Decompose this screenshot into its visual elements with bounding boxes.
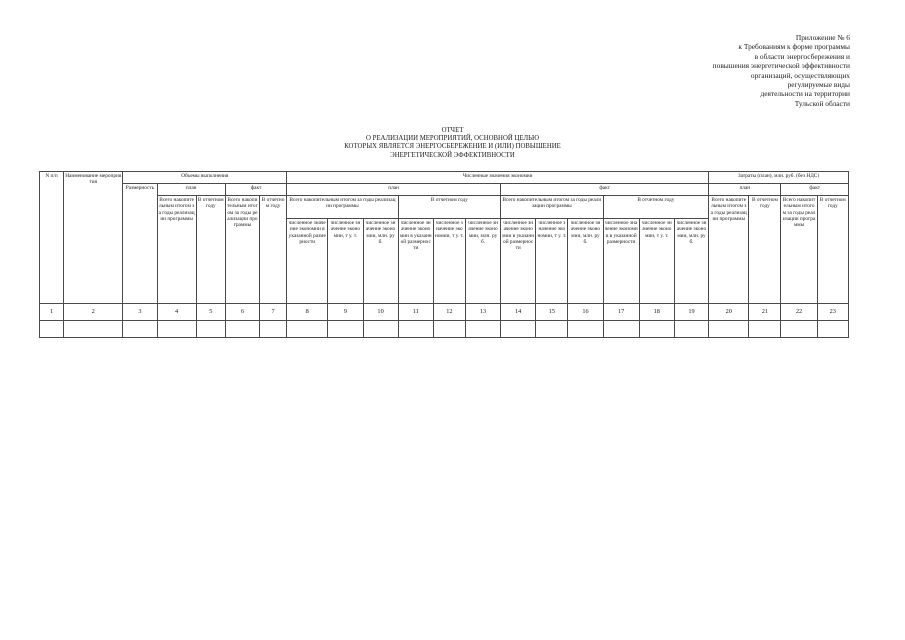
appendix-line: повышения энергетической эффективности bbox=[712, 61, 850, 71]
column-number: 21 bbox=[749, 304, 781, 321]
header-cost-fact: факт bbox=[781, 184, 849, 196]
column-number: 22 bbox=[781, 304, 817, 321]
header-val-dim: численное значение экономии в указанной размерности bbox=[501, 219, 536, 304]
header-sav-plan-year: В отчетном году bbox=[398, 196, 500, 219]
column-number: 14 bbox=[501, 304, 536, 321]
appendix-line: Приложение № 6 bbox=[795, 33, 850, 42]
column-number: 18 bbox=[639, 304, 674, 321]
header-val-tut: численное значение экономии, т у. т. bbox=[328, 219, 363, 304]
header-vol-fact-cum: Всего накопительным итогом за годы реализации программы bbox=[225, 196, 259, 304]
header-val-tut: численное значение экономии, т у. т. bbox=[536, 219, 568, 304]
header-sav-plan-cum: Всего накопительным итогом за годы реализации программы bbox=[287, 196, 399, 219]
column-number: 3 bbox=[123, 304, 157, 321]
title-line: ОТЧЕТ bbox=[441, 127, 464, 134]
empty-cell bbox=[709, 321, 749, 338]
appendix-line: к Требованиям к форме программы bbox=[738, 42, 850, 52]
empty-cell bbox=[123, 321, 157, 338]
header-sav-plan: план bbox=[287, 184, 501, 196]
title-line: О РЕАЛИЗАЦИИ МЕРОПРИЯТИЙ, ОСНОВНОЙ ЦЕЛЬЮ bbox=[366, 135, 539, 143]
column-number: 9 bbox=[328, 304, 363, 321]
empty-cell bbox=[363, 321, 398, 338]
column-number: 23 bbox=[817, 304, 848, 321]
header-row-2 bbox=[40, 184, 849, 196]
column-number-row bbox=[40, 304, 849, 321]
header-vol-plan: план bbox=[157, 184, 225, 196]
column-number: 8 bbox=[287, 304, 328, 321]
empty-cell bbox=[817, 321, 848, 338]
empty-cell bbox=[157, 321, 196, 338]
header-val-dim: численное значение экономии в указанной размерности bbox=[287, 219, 328, 304]
appendix-line: регулируемые виды bbox=[787, 80, 850, 90]
column-number: 10 bbox=[363, 304, 398, 321]
column-number: 11 bbox=[398, 304, 433, 321]
header-val-tut: численное значение экономии, т у. т. bbox=[639, 219, 674, 304]
header-vol-fact-year: В отчетном году bbox=[259, 196, 286, 304]
appendix-line: деятельности на территории bbox=[760, 89, 850, 99]
empty-cell bbox=[259, 321, 286, 338]
appendix-header bbox=[620, 33, 850, 108]
header-sav-fact-year: В отчетном году bbox=[603, 196, 709, 219]
header-np: N п/п bbox=[40, 172, 64, 304]
header-cost-plan: план bbox=[709, 184, 781, 196]
header-row-1 bbox=[40, 172, 849, 184]
empty-cell bbox=[40, 321, 64, 338]
header-cost-fact-year: В отчетном году bbox=[817, 196, 848, 304]
empty-cell bbox=[749, 321, 781, 338]
header-val-rub: численное значение экономии, млн. руб. bbox=[363, 219, 398, 304]
empty-cell bbox=[781, 321, 817, 338]
column-number: 20 bbox=[709, 304, 749, 321]
empty-cell bbox=[674, 321, 708, 338]
empty-cell bbox=[465, 321, 500, 338]
header-costs: Затраты (план), млн. руб. (без НДС) bbox=[709, 172, 849, 184]
header-cost-plan-year: В отчетном году bbox=[749, 196, 781, 304]
header-name: Наименование мероприятия bbox=[64, 172, 123, 304]
column-number: 15 bbox=[536, 304, 568, 321]
header-sav-fact: факт bbox=[501, 184, 709, 196]
title-line: КОТОРЫХ ЯВЛЯЕТСЯ ЭНЕРГОСБЕРЕЖЕНИЕ И (ИЛИ) ПОВЫШЕНИЕ bbox=[344, 143, 561, 151]
column-number: 16 bbox=[568, 304, 603, 321]
empty-data-row bbox=[40, 321, 849, 338]
empty-cell bbox=[398, 321, 433, 338]
column-number: 13 bbox=[465, 304, 500, 321]
column-number: 12 bbox=[433, 304, 465, 321]
empty-cell bbox=[287, 321, 328, 338]
column-number: 4 bbox=[157, 304, 196, 321]
column-number: 7 bbox=[259, 304, 286, 321]
header-cost-fact-cum: Всего накопительным итогом за годы реализации программы bbox=[781, 196, 817, 304]
header-cost-plan-cum: Всего накопительным итогом за годы реализации программы bbox=[709, 196, 749, 304]
column-number: 19 bbox=[674, 304, 708, 321]
empty-cell bbox=[196, 321, 225, 338]
appendix-line: организаций, осуществляющих bbox=[750, 70, 850, 80]
header-val-rub: численное значение экономии, млн. руб. bbox=[568, 219, 603, 304]
empty-cell bbox=[328, 321, 363, 338]
header-val-dim: численное значение экономии в указанной размерности bbox=[603, 219, 639, 304]
appendix-line: Тульской области bbox=[794, 98, 850, 108]
empty-cell bbox=[603, 321, 639, 338]
header-dimension: Размерность bbox=[123, 184, 157, 304]
empty-cell bbox=[639, 321, 674, 338]
title-line: ЭНЕРГЕТИЧЕСКОЙ ЭФФЕКТИВНОСТИ bbox=[390, 151, 515, 159]
column-number: 1 bbox=[40, 304, 64, 321]
header-val-rub: численное значение экономии, млн. руб. bbox=[674, 219, 708, 304]
empty-cell bbox=[225, 321, 259, 338]
empty-cell bbox=[536, 321, 568, 338]
column-number: 5 bbox=[196, 304, 225, 321]
header-val-tut: численное значение экономии, т у. т. bbox=[433, 219, 465, 304]
header-vol-fact: факт bbox=[225, 184, 286, 196]
empty-cell bbox=[64, 321, 123, 338]
appendix-line: в области энергосбережения и bbox=[754, 51, 850, 61]
header-vol-plan-year: В отчетном году bbox=[196, 196, 225, 304]
column-number: 6 bbox=[225, 304, 259, 321]
column-number: 2 bbox=[64, 304, 123, 321]
header-vol-plan-cum: Всего накопительным итогом за годы реализации программы bbox=[157, 196, 196, 304]
header-sav-fact-cum: Всего накопительным итогом за годы реализации программы bbox=[501, 196, 603, 219]
report-table bbox=[39, 171, 849, 338]
empty-cell bbox=[501, 321, 536, 338]
empty-cell bbox=[433, 321, 465, 338]
empty-cell bbox=[568, 321, 603, 338]
header-val-rub: численное значение экономии, млн. руб. bbox=[465, 219, 500, 304]
header-row-3 bbox=[40, 196, 849, 219]
report-title bbox=[0, 127, 905, 160]
column-number: 17 bbox=[603, 304, 639, 321]
header-savings: Численные значения экономии bbox=[287, 172, 709, 184]
header-volumes: Объемы выполнения bbox=[123, 172, 287, 184]
header-val-dim: численное значение экономии в указанной размерности bbox=[398, 219, 433, 304]
